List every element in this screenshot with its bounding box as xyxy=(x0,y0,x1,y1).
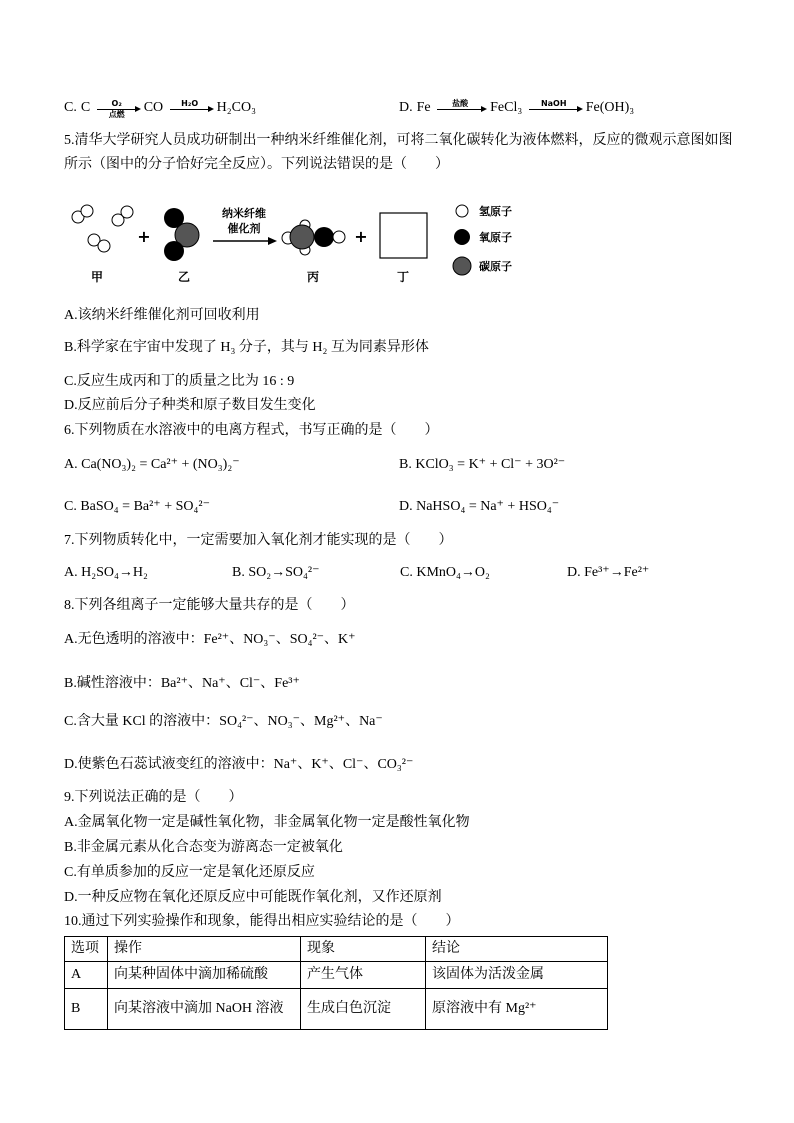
cell-phenomenon: 产生气体 xyxy=(301,962,426,989)
q7-stem: 7.下列物质转化中，一定需要加入氧化剂才能实现的是（ ） xyxy=(64,533,453,548)
intermediate: FeCl₃ xyxy=(490,100,523,115)
cell-phenomenon: 生成白色沉淀 xyxy=(301,989,426,1030)
label-yi: 乙 xyxy=(177,270,191,284)
q5-stem-line-1: 5.清华大学研究人员成功研制出一种纳米纤维催化剂，可将二氧化碳转化为液体燃料，反应的微观示意图如图 xyxy=(64,133,733,148)
table-row xyxy=(65,962,608,989)
label-jia: 甲 xyxy=(90,270,104,284)
legend-carbon-label: 碳原子 xyxy=(479,260,512,273)
q7-option-b: B. SO₂→SO₄²⁻ xyxy=(232,565,320,580)
cell-operation: 向某溶液中滴加 NaOH 溶液 xyxy=(108,989,301,1030)
q9-stem: 9.下列说法正确的是（ ） xyxy=(64,790,243,805)
arrow-condition-top: H₂O xyxy=(181,99,199,108)
q6-stem: 6.下列物质在水溶液中的电离方程式，书写正确的是（ ） xyxy=(64,423,439,438)
catalyst-arrow xyxy=(213,237,277,245)
q6-option-d: D. NaHSO₄ = Na⁺ + HSO₄⁻ xyxy=(399,499,560,514)
q9-option-a: A.金属氧化物一定是碱性氧化物，非金属氧化物一定是酸性氧化物 xyxy=(64,815,470,830)
legend xyxy=(453,204,512,275)
molecule-jia xyxy=(72,205,133,252)
q5-option-b: B.科学家在宇宙中发现了 H₃ 分子，其与 H₂ 互为同素异形体 xyxy=(64,340,429,355)
q4-option-c xyxy=(64,98,256,118)
q5-option-c: C.反应生成丙和丁的质量之比为 16 : 9 xyxy=(64,374,295,389)
header-option: 选项 xyxy=(65,937,108,962)
cell-option: B xyxy=(65,989,108,1030)
reactant: C xyxy=(80,100,91,115)
plus-sign: + xyxy=(354,227,368,246)
arrow-condition-top: O₂ xyxy=(111,99,122,108)
q10-stem: 10.通过下列实验操作和现象，能得出相应实验结论的是（ ） xyxy=(64,914,460,929)
catalyst-label-line-1: 纳米纤维 xyxy=(222,207,266,220)
molecule-bing xyxy=(282,220,345,255)
arrow-condition-top: NaOH xyxy=(540,99,567,108)
cell-option: A xyxy=(65,962,108,989)
q8-option-d: D.使紫色石蕊试液变红的溶液中：Na⁺、K⁺、Cl⁻、CO₃²⁻ xyxy=(64,757,414,772)
oxygen-atom xyxy=(314,227,334,247)
cell-operation: 向某种固体中滴加稀硫酸 xyxy=(108,962,301,989)
experiment-table xyxy=(64,936,608,1030)
q9-option-d: D.一种反应物在氧化还原反应中可能既作氧化剂，又作还原剂 xyxy=(64,890,442,905)
q5-stem-line-2: 所示（图中的分子恰好完全反应）。下列说法错误的是（ ） xyxy=(64,157,449,172)
legend-oxygen-label: 氧原子 xyxy=(479,231,512,244)
arrow-condition-bottom: 点燃 xyxy=(108,110,125,119)
hydrogen-atom xyxy=(121,206,133,218)
hydrogen-atom xyxy=(81,205,93,217)
cell-conclusion: 该固体为活泼金属 xyxy=(426,962,608,989)
reactant: Fe xyxy=(416,100,431,115)
label-ding: 丁 xyxy=(396,270,410,284)
legend-hydrogen-swatch xyxy=(456,205,468,217)
q8-stem: 8.下列各组离子一定能够大量共存的是（ ） xyxy=(64,598,355,613)
header-phenomenon: 现象 xyxy=(301,937,426,962)
arrow-head xyxy=(268,237,277,245)
q7-option-a: A. H₂SO₄→H₂ xyxy=(64,565,148,580)
q6-option-b: B. KClO₃ = K⁺ + Cl⁻ + 3O²⁻ xyxy=(399,457,566,472)
molecule-ding-blank-box xyxy=(380,213,427,258)
hydrogen-atom xyxy=(333,231,345,243)
hydrogen-atom xyxy=(98,240,110,252)
q9-option-b: B.非金属元素从化合态变为游离态一定被氧化 xyxy=(64,840,343,855)
molecule-yi xyxy=(164,208,199,261)
reaction-arrow xyxy=(529,98,583,118)
option-label: C. xyxy=(64,100,77,115)
cell-conclusion: 原溶液中有 Mg²⁺ xyxy=(426,989,608,1030)
legend-carbon-swatch xyxy=(453,257,471,275)
q8-option-b: B.碱性溶液中：Ba²⁺、Na⁺、Cl⁻、Fe³⁺ xyxy=(64,676,300,691)
legend-hydrogen-label: 氢原子 xyxy=(479,205,512,218)
reaction-arrow xyxy=(170,98,214,118)
oxygen-atom xyxy=(164,241,184,261)
product: H₂CO₃ xyxy=(216,100,256,115)
table-header-row xyxy=(65,937,608,962)
q7-option-c: C. KMnO₄→O₂ xyxy=(400,565,490,580)
oxygen-atom xyxy=(164,208,184,228)
header-operation: 操作 xyxy=(108,937,301,962)
q8-option-c: C.含大量 KCl 的溶液中：SO₄²⁻、NO₃⁻、Mg²⁺、Na⁻ xyxy=(64,714,383,729)
label-bing: 丙 xyxy=(306,270,320,284)
q8-option-a: A.无色透明的溶液中：Fe²⁺、NO₃⁻、SO₄²⁻、K⁺ xyxy=(64,632,356,647)
legend-oxygen-swatch xyxy=(454,229,470,245)
header-conclusion: 结论 xyxy=(426,937,608,962)
plus-sign: + xyxy=(137,227,151,246)
q7-option-d: D. Fe³⁺→Fe²⁺ xyxy=(567,565,650,580)
arrow-condition-top: 盐酸 xyxy=(452,99,469,108)
q5-option-d: D.反应前后分子种类和原子数目发生变化 xyxy=(64,398,316,413)
q6-option-c: C. BaSO₄ = Ba²⁺ + SO₄²⁻ xyxy=(64,499,210,514)
q4-option-d xyxy=(399,98,634,118)
option-label: D. xyxy=(399,100,413,115)
carbon-atom xyxy=(290,225,314,249)
q6-option-a: A. Ca(NO₃)₂ = Ca²⁺ + (NO₃)₂⁻ xyxy=(64,457,240,472)
product: Fe(OH)₃ xyxy=(585,100,635,115)
q9-option-c: C.有单质参加的反应一定是氧化还原反应 xyxy=(64,865,315,880)
q5-option-a: A.该纳米纤维催化剂可回收利用 xyxy=(64,308,260,323)
reaction-micro-diagram xyxy=(60,188,530,293)
table-row xyxy=(65,989,608,1030)
reaction-arrow xyxy=(97,98,141,118)
reaction-arrow xyxy=(437,98,487,118)
intermediate: CO xyxy=(143,100,164,115)
catalyst-label-line-2: 催化剂 xyxy=(227,222,261,235)
